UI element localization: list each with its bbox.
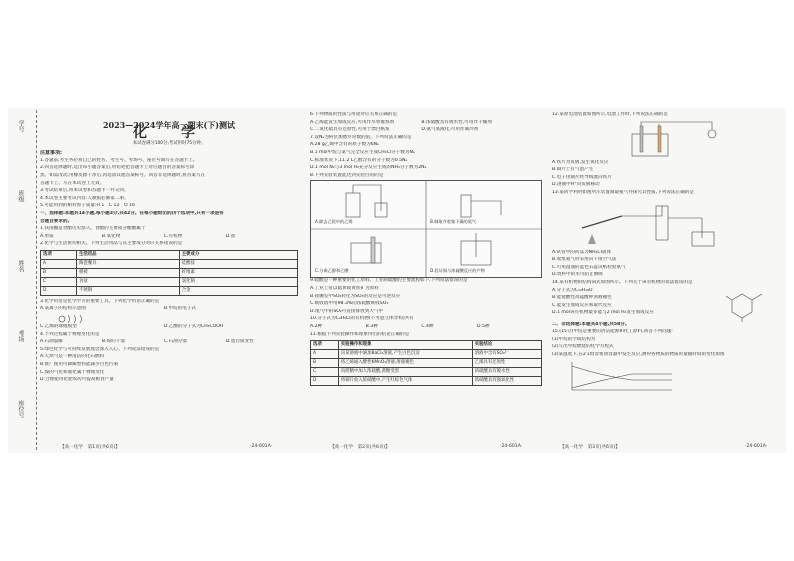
choice: A.铁片为负极,发生氧化反应 (552, 159, 609, 165)
rate-graph-figure (552, 360, 780, 394)
choice: B.浓硫酸具有吸水性,可用作干燥剂 (421, 119, 492, 125)
table-cell: D (311, 376, 339, 385)
table-row (41, 259, 298, 268)
choice: C.吸收塔中用98.3%的浓硫酸吸收SO₃ (310, 301, 389, 307)
page-footer-left: 【高一化学 第1页(共6页)】 (60, 445, 120, 450)
choice: A.分子式为C₁₀H₁₈O (552, 287, 593, 293)
choice: B.铜片上有气泡产生 (552, 167, 594, 173)
choice: A.试管中的药品为NH₄Cl固体 (552, 249, 612, 255)
question-2: 2.化学与生活密切相关。下列生活用品与其主要成分对应关系错误的是 (40, 241, 183, 247)
table-cell: 食盐 (76, 277, 179, 286)
binding-label: 姓名 (17, 260, 24, 272)
choice: D.烧杯中的水可防止倒吸 (552, 272, 603, 278)
choice: C.煤的气化和液化属于物理变化 (40, 369, 105, 375)
question-14: 14.某有机物的结构简式如图所示。下列关于该有机物的说法错误的是 (552, 279, 693, 285)
table-cell: 陶瓷餐具 (76, 259, 179, 268)
table-cell: 将铜片放入浓硝酸中,产生红棕色气体 (338, 376, 472, 385)
figure-caption: A.除去乙烷中的乙烯 (315, 219, 353, 225)
table-header: 实验操作和现象 (338, 340, 472, 349)
table-cell: 向某溶液中滴加BaCl₂溶液,产生白色沉淀 (338, 349, 472, 358)
table-cell: 乙烯具有还原性 (472, 358, 541, 367)
choice: C.标准状况下,11.2 L乙醇含有的分子数为0.5Nₐ (310, 157, 408, 163)
table-row (41, 277, 298, 286)
page-footer-left: 【高一化学 第2页(共6页)】 (330, 445, 390, 450)
choice: C.可用湿润的蓝色石蕊试纸检验氨气 (552, 264, 626, 270)
table-cell: 纤维素 (179, 268, 297, 277)
choice: B.收集氨气时采用向下排空气法 (552, 257, 617, 263)
section-heading: 合题目要求的。 (40, 218, 73, 224)
note-line: 4.本试卷主要考试内容:人教版必修第二册。 (40, 195, 129, 201)
question-6: 6.下列物质的性质与用途对应关系正确的是 (310, 112, 398, 117)
note-line: 3.考试结束后,将本试卷和答题卡一并交回。 (40, 188, 129, 194)
lab-apparatus-icon (311, 181, 541, 277)
table-cell: 氯化钠 (179, 277, 297, 286)
table-cell: A (41, 259, 77, 268)
figure-caption: B.制取并收集干燥的氨气 (430, 219, 477, 225)
table-cell: 棉被 (76, 268, 179, 277)
table-cell: C (311, 367, 339, 376)
question-13: 13.某同学利用如图所示装置制取氨气并探究其性质,下列说法正确的是 (552, 189, 694, 195)
choice: C.能发生加成反应和取代反应 (552, 302, 612, 308)
table-cell: B (311, 358, 339, 367)
binding-label: 班级 (17, 190, 24, 202)
choice: D.溶液中H⁺向负极移动 (552, 182, 600, 188)
page-column-2 (310, 112, 542, 389)
table-cell: D (41, 286, 77, 295)
table-header: 选项 (311, 340, 339, 349)
gas-generation-icon (552, 198, 780, 250)
binding-margin (10, 110, 37, 450)
table-row (311, 367, 542, 376)
section-heading: 一、选择题:本题共14小题,每小题3分,共42分。在每小题给出的四个选项中,只有一项是符 (40, 210, 224, 216)
choice-row (40, 306, 298, 312)
choice: C.石油分馏 (163, 339, 187, 345)
choice: A.石油裂解 (40, 339, 63, 345)
choice: A.单质 (40, 233, 54, 239)
question-10: 10.分子式为C₄H₉Cl的有机物(不考虑立体异构)共有 (310, 316, 414, 322)
table-cell: A (311, 349, 339, 358)
page-code: ·24-601A· (745, 444, 768, 449)
page-footer-left: 【高一化学 第3页(共6页)】 (560, 445, 620, 450)
question-12: 12.某原电池装置如图所示,电池工作时,下列说法正确的是 (552, 112, 668, 117)
question-4: 4.下列过程属于物理变化的是 (40, 331, 100, 337)
question-8: 8.下列实验装置能达到实验目的的是 (310, 172, 384, 178)
table-row (41, 268, 298, 277)
choice: C.二氧化硫具有还原性,可用于漂白纸浆 (310, 127, 390, 133)
note-line: 黑。如需改动,用橡皮擦干净后,再选涂其他答案标号。回答非选择题时,将答案写在 (40, 173, 206, 178)
table-header: 生活用品 (76, 250, 179, 259)
molecule-structure-icon (722, 288, 772, 322)
section-heading: 二、非选择题:本题共4小题,共58分。 (552, 321, 630, 327)
choice: B.煤的干馏 (101, 339, 125, 345)
ammonia-apparatus-figure (552, 198, 780, 250)
question-5: 5.绿色化学与可持续发展理念深入人心。下列说法错误的是 (40, 346, 160, 352)
table-header: 主要成分 (179, 250, 297, 259)
table-cell: 不锈钢 (76, 286, 179, 295)
table-cell: 溶液中含有SO₄²⁻ (472, 349, 541, 358)
question-1: 1.我国酿造食醋历史悠久。食醋的主要成分醋酸属于 (40, 226, 146, 232)
exam-info: 本试卷满分100分,考试用时75分钟。 (132, 140, 206, 146)
question-7: 7.设Nₐ为阿伏加德罗常数的值。下列说法正确的是 (310, 134, 412, 140)
choice: B.推广使用可降解塑料能减少白色污染 (40, 361, 119, 367)
choice-row (310, 324, 542, 330)
table-cell: B (41, 268, 77, 277)
binding-label: 学号 (17, 120, 24, 132)
choice: D.尾气中的SO₂可直接排放到大气中 (310, 308, 384, 314)
question-15: 15.(15分)甲烷是重要的清洁能源和化工原料,回答下列问题: (552, 329, 673, 335)
sub-question: (1)甲烷的空间结构为 (552, 336, 596, 342)
choice-row (40, 234, 298, 240)
choice-row (40, 339, 298, 345)
atom-diagram (40, 314, 298, 324)
binding-label: 考场 (17, 330, 24, 342)
exam-title: 2023—2024学年高一期末(下)测试 (102, 120, 236, 130)
choice: D.1 mol该有机物最多能与2 mol H₂发生加成反应 (552, 310, 654, 316)
choice: D.盐 (225, 233, 236, 239)
choice: A.2种 (310, 323, 323, 329)
choice: C.电子由铜片经导线流向铁片 (552, 174, 612, 180)
line-graph-icon (552, 360, 780, 394)
table-cell: 硅酸盐 (179, 259, 297, 268)
question-2-table (40, 250, 298, 296)
note-line: 答题卡上。写在本试卷上无效。 (40, 180, 105, 186)
choice: A.乙烯能发生加成反应,可用作水果催熟剂 (310, 119, 395, 125)
table-row (311, 376, 542, 385)
sub-question: (3)某温度下,在2 L恒容密闭容器中发生反应,测得各物质的物质的量随时间的变化如图 (552, 351, 725, 357)
question-3: 3.化学用语是化学学习的重要工具。下列化学用语正确的是 (40, 298, 160, 304)
choice-row (40, 324, 298, 330)
notes-heading: 注意事项: (40, 150, 62, 157)
page-column-1 (40, 112, 298, 385)
question-11-table (310, 340, 542, 386)
choice: D.乙酸的分子式为CH₃COOH (163, 323, 224, 329)
table-header: 实验结论 (472, 340, 541, 349)
question-11: 11.根据下列实验操作和现象得出的结论正确的是 (310, 331, 410, 337)
figure-caption: D.验证铜与浓硫酸反应的产物 (430, 268, 485, 274)
choice: C.乙烯的球棍模型 (40, 323, 77, 329)
ion-structure-icon (50, 314, 110, 324)
choice: A.天然气是一种清洁的化石燃料 (40, 354, 105, 360)
table-cell: 将乙烯通入酸性KMnO₄溶液,溶液褪色 (338, 358, 472, 367)
choice: C.有机物 (163, 233, 183, 239)
page-code: ·24-601A· (250, 444, 273, 449)
choice: B.能使酸性高锰酸钾溶液褪色 (552, 295, 612, 301)
choice: B.1 mol甲烷与氯气完全反应生成CH₃Cl分子数为Nₐ (310, 149, 415, 155)
table-cell: 浓硫酸具有脱水性 (472, 367, 541, 376)
choice: D.1 mol N₂与3 mol H₂充分反应生成的NH₃分子数为2Nₐ (310, 165, 427, 171)
choice: B.3种 (365, 323, 378, 329)
choice: A.工业上常以硫黄或黄铁矿为原料 (310, 285, 379, 291)
galvanic-cell-icon (552, 120, 780, 160)
table-cell: 合金 (179, 286, 297, 295)
choice: D.蛋白质变性 (225, 339, 254, 345)
choice: A.28 g乙烯中含有的原子数为6Nₐ (310, 142, 379, 148)
table-cell: 浓硝酸具有强氧化性 (472, 376, 541, 385)
structure-figure (552, 288, 780, 322)
choice: B.氧化物 (101, 233, 121, 239)
page-column-3 (552, 112, 780, 394)
choice: B.甲烷的电子式 (163, 306, 197, 312)
table-row (311, 358, 542, 367)
choice-row (310, 127, 542, 133)
table-cell: C (41, 277, 77, 286)
choice: D.氨气易液化,可用作制冷剂 (421, 127, 479, 133)
note-line: 2.回答选择题时,选出每小题答案后,用铅笔把答题卡上对应题目的答案标号涂 (40, 165, 195, 171)
table-header: 选项 (41, 250, 77, 259)
note-line: 1.答题前,考生务必将自己的姓名、考生号、考场号、座位号填写在答题卡上。 (40, 157, 198, 163)
binding-label: 座位号 (17, 400, 24, 418)
choice: A.氯离子的结构示意图 (40, 306, 86, 312)
table-cell: 向蔗糖中加入浓硫酸,蔗糖变黑 (338, 367, 472, 376)
galvanic-cell-figure (552, 120, 780, 160)
choice: D.合理使用化肥农药可提高粮食产量 (40, 377, 114, 383)
choice-row (310, 120, 542, 126)
choice: C.4种 (421, 323, 434, 329)
figure-caption: C.分离乙醇和乙酸 (315, 268, 349, 274)
page-code: ·24-601A· (500, 444, 523, 449)
choice: B.接触室中SO₂转化为SO₃的反应是可逆反应 (310, 293, 401, 299)
question-9: 9.硫酸是一种重要的化工原料。工业制硫酸的主要流程如下,下列说法错误的是 (310, 278, 468, 284)
sub-question: (2)写出甲烷燃烧的化学方程式 (552, 344, 614, 350)
subject-title: 化 学 (133, 125, 205, 142)
table-row (41, 286, 298, 295)
apparatus-figure (310, 180, 542, 278)
table-row (311, 349, 542, 358)
choice: D.5种 (477, 323, 490, 329)
note-line: 5.可能用到的相对原子质量:H 1 C 12 O 16 (40, 203, 135, 209)
